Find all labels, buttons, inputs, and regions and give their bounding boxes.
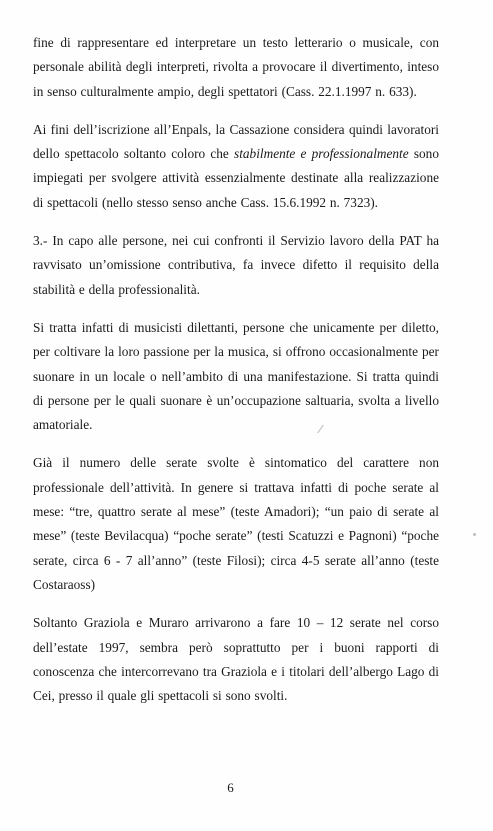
paragraph-2 xyxy=(33,118,439,215)
scan-speck xyxy=(473,533,476,536)
paragraph-2-start: Ai fini dell’iscrizione all’Enpals, la Cassazione considera quindi lavoratori dello spettacolo soltanto coloro che xyxy=(33,121,439,162)
paragraph-3: 3.- In capo alle persone, nei cui confronti il Servizio lavoro della PAT ha ravvisato un’omissione contributiva, fa invece difetto il requisito della stabilità e della professionalità. xyxy=(33,233,439,297)
body-text xyxy=(33,31,439,722)
page-number: 6 xyxy=(227,780,234,795)
paragraph-6: Soltanto Graziola e Muraro arrivarono a fare 10 – 12 serate nel corso dell’estate 1997, sembra però soprattutto per i buoni rapporti di conoscenza che intercorrevano tra Graziola e i titolari dell’albergo Lago di Cei, presso il quale gli spettacoli si sono svolti. xyxy=(33,615,439,704)
paragraph-1: fine di rappresentare ed interpretare un testo letterario o musicale, con personale abilità degli interpreti, rivolta a provocare il divertimento, inteso in senso culturalmente ampio, degli spettatori (Cass. 22.1.1997 n. 633). xyxy=(33,35,439,99)
paragraph-2-end: sono impiegati per svolgere attività essenzialmente destinate alla realizzazione di spettacoli (nello stesso senso anche Cass. 15.6.1992 n. 7323). xyxy=(33,146,439,210)
paragraph-4: Si tratta infatti di musicisti dilettanti, persone che unicamente per diletto, per coltivare la loro passione per la musica, si offrono occasionalmente per suonare in un locale o nell’ambito di una manifestazione. Si tratta quindi di persone per le quali suonare è un’occupazione saltuaria, svolta a livello amatoriale. xyxy=(33,319,439,433)
paragraph-5: Già il numero delle serate svolte è sintomatico del carattere non professionale dell’attività. In genere si trattava infatti di poche serate al mese: “tre, quattro serate al mese” (teste Amadori); “un paio di serate al mese” (teste Bevilacqua) “poche serate” (testi Scatuzzi e Pagnoni) “poche serate, circa 6 - 7 all’anno” (teste Filosi); circa 4-5 serate all’anno (teste Costaraoss) xyxy=(33,455,439,592)
paragraph-2-emphasis: stabilmente e professionalmente xyxy=(234,146,409,162)
